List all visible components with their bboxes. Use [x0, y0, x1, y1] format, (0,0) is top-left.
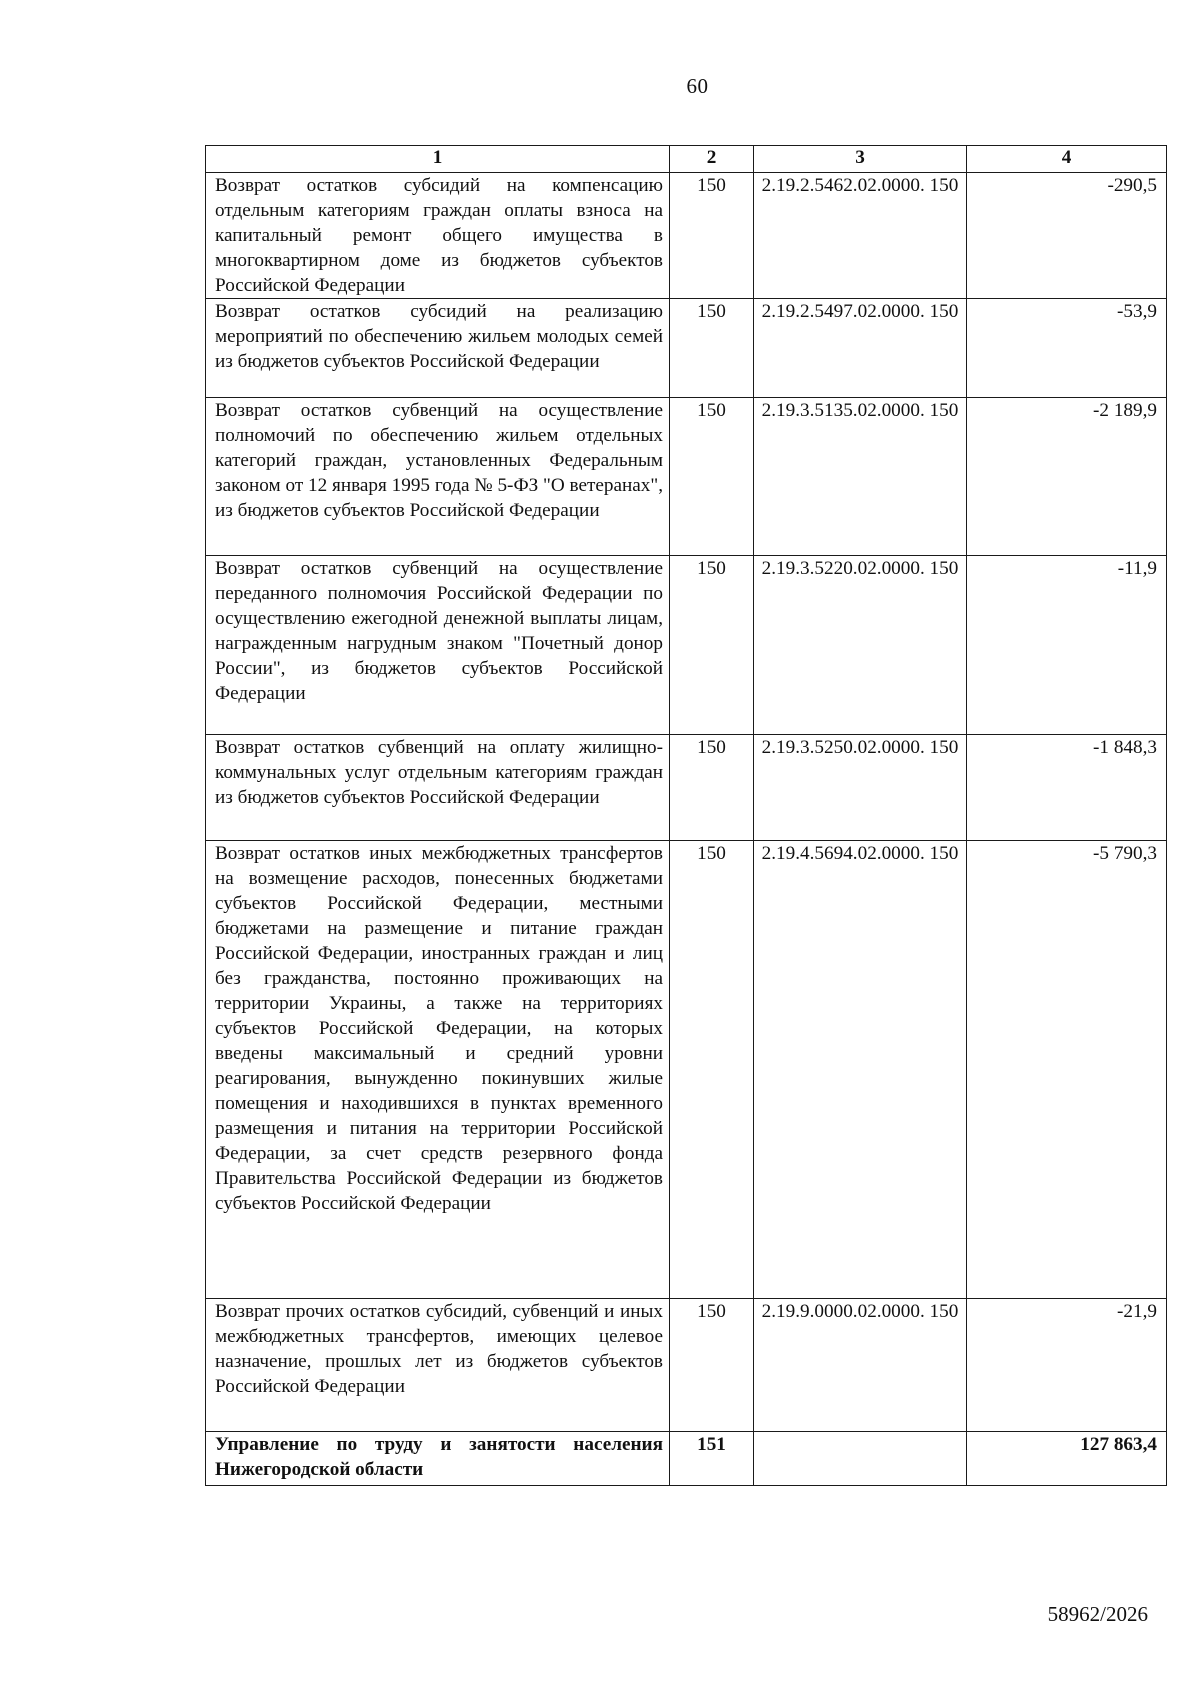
- row-budget-code: 2.19.3.5250.02.0000. 150: [754, 735, 967, 841]
- row-name: Возврат остатков субвенций на оплату жилищно-коммунальных услуг отдельным категориям граждан из бюджетов субъектов Российской Федерации: [206, 735, 670, 841]
- row-name: Возврат остатков иных межбюджетных трансфертов на возмещение расходов, понесенных бюджетами субъектов Российской Федерации, местными бюджетами на размещение и питание граждан Российской Федерации, иностранных граждан и лиц без гражданства, постоянно проживающих на территории Украины, а также на территориях субъектов Российской Федерации, на которых введены максимальный и средний уровни реагирования, вынужденно покинувших жилые помещения и находившихся в пунктах временного размещения и питания на территории Российской Федерации, за счет средств резервного фонда Правительства Российской Федерации из бюджетов субъектов Российской Федерации: [206, 841, 670, 1299]
- row-amount: -5 790,3: [967, 841, 1167, 1299]
- row-name: Возврат остатков субсидий на компенсацию отдельным категориям граждан оплаты взноса на капитальный ремонт общего имущества в многоквартирном доме из бюджетов субъектов Российской Федерации: [206, 173, 670, 299]
- row-amount: -11,9: [967, 556, 1167, 735]
- row-amount: -2 189,9: [967, 398, 1167, 556]
- table-row: [206, 841, 1167, 1299]
- table-row: [206, 173, 1167, 299]
- column-header-4: 4: [967, 146, 1167, 173]
- row-amount: 127 863,4: [967, 1432, 1167, 1486]
- row-admin-code: 150: [670, 173, 754, 299]
- table-row: [206, 1299, 1167, 1432]
- table-header-row: [206, 146, 1167, 173]
- row-budget-code: 2.19.9.0000.02.0000. 150: [754, 1299, 967, 1432]
- row-name: Возврат прочих остатков субсидий, субвенций и иных межбюджетных трансфертов, имеющих целевое назначение, прошлых лет из бюджетов субъектов Российской Федерации: [206, 1299, 670, 1432]
- row-budget-code: 2.19.2.5462.02.0000. 150: [754, 173, 967, 299]
- column-header-2: 2: [670, 146, 754, 173]
- page-number: 60: [686, 74, 709, 98]
- row-name: Возврат остатков субсидий на реализацию мероприятий по обеспечению жильем молодых семей из бюджетов субъектов Российской Федерации: [206, 299, 670, 398]
- row-amount: -290,5: [967, 173, 1167, 299]
- table-row: [206, 398, 1167, 556]
- row-name: Управление по труду и занятости населения Нижегородской области: [206, 1432, 670, 1486]
- column-header-1: 1: [206, 146, 670, 173]
- row-admin-code: 150: [670, 398, 754, 556]
- row-budget-code: 2.19.3.5220.02.0000. 150: [754, 556, 967, 735]
- table-row-total: [206, 1432, 1167, 1486]
- row-admin-code: 151: [670, 1432, 754, 1486]
- row-budget-code: 2.19.2.5497.02.0000. 150: [754, 299, 967, 398]
- row-budget-code: 2.19.3.5135.02.0000. 150: [754, 398, 967, 556]
- registry-number: 58962/2026: [1047, 1602, 1148, 1626]
- row-amount: -53,9: [967, 299, 1167, 398]
- row-name: Возврат остатков субвенций на осуществление полномочий по обеспечению жильем отдельных категорий граждан, установленных Федеральным законом от 12 января 1995 года № 5-ФЗ "О ветеранах", из бюджетов субъектов Российской Федерации: [206, 398, 670, 556]
- row-budget-code: 2.19.4.5694.02.0000. 150: [754, 841, 967, 1299]
- row-admin-code: 150: [670, 299, 754, 398]
- row-admin-code: 150: [670, 1299, 754, 1432]
- table-row: [206, 735, 1167, 841]
- table-row: [206, 299, 1167, 398]
- row-amount: -21,9: [967, 1299, 1167, 1432]
- row-budget-code: [754, 1432, 967, 1486]
- row-amount: -1 848,3: [967, 735, 1167, 841]
- row-admin-code: 150: [670, 735, 754, 841]
- table-row: [206, 556, 1167, 735]
- row-name: Возврат остатков субвенций на осуществление переданного полномочия Российской Федерации по осуществлению ежегодной денежной выплаты лицам, награжденным нагрудным знаком "Почетный донор России", из бюджетов субъектов Российской Федерации: [206, 556, 670, 735]
- column-header-3: 3: [754, 146, 967, 173]
- row-admin-code: 150: [670, 556, 754, 735]
- row-admin-code: 150: [670, 841, 754, 1299]
- budget-table: [205, 145, 1167, 1486]
